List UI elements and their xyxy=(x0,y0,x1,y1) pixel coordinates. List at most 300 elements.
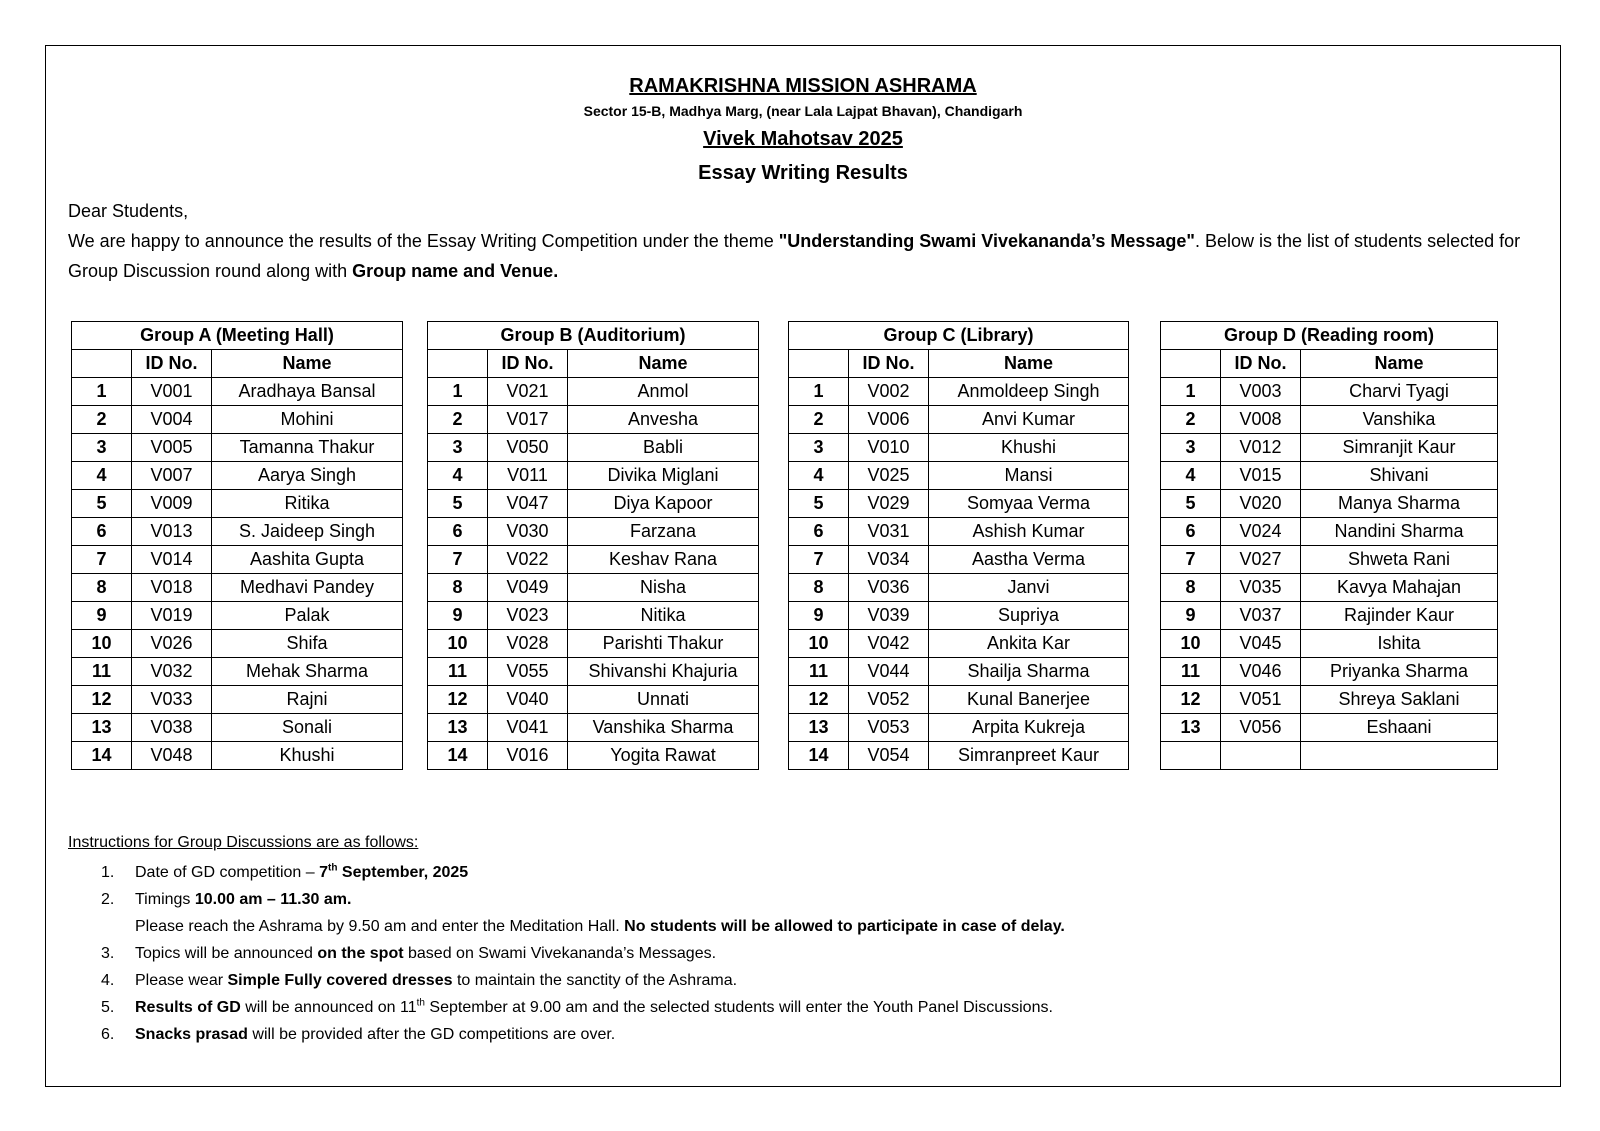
instruction-item xyxy=(68,940,1538,967)
name-cell: Divika Miglani xyxy=(568,462,759,490)
id-cell: V033 xyxy=(132,686,212,714)
serial-cell: 12 xyxy=(428,686,488,714)
instructions-title: Instructions for Group Discussions are as follows: xyxy=(68,834,419,851)
table-row xyxy=(428,490,759,518)
group-d-table xyxy=(1160,321,1498,770)
instruction-number: 2. xyxy=(101,891,115,908)
instruction-item xyxy=(68,994,1538,1021)
column-header-row xyxy=(428,350,759,378)
instruction-number: 5. xyxy=(101,999,115,1016)
name-cell: Anmol xyxy=(568,378,759,406)
id-cell: V052 xyxy=(849,686,929,714)
serial-cell: 1 xyxy=(789,378,849,406)
name-cell: Rajinder Kaur xyxy=(1301,602,1498,630)
instruction-text: Timings xyxy=(135,891,195,908)
instruction-text: Please reach the Ashrama by 9.50 am and enter the Meditation Hall. xyxy=(135,918,625,935)
table-row xyxy=(789,686,1129,714)
table-row xyxy=(789,546,1129,574)
group-title-row xyxy=(72,322,403,350)
serial-header xyxy=(789,350,849,378)
table-row xyxy=(72,546,403,574)
serial-cell: 9 xyxy=(428,602,488,630)
group-title-row xyxy=(428,322,759,350)
name-cell: Simranpreet Kaur xyxy=(929,742,1129,770)
id-cell: V018 xyxy=(132,574,212,602)
serial-cell: 14 xyxy=(72,742,132,770)
group-title: Group A (Meeting Hall) xyxy=(72,322,403,350)
serial-cell xyxy=(1161,742,1221,770)
document-subtitle: Essay Writing Results xyxy=(698,162,908,184)
id-cell: V020 xyxy=(1221,490,1301,518)
serial-cell: 10 xyxy=(428,630,488,658)
serial-cell: 2 xyxy=(428,406,488,434)
group-b-table xyxy=(427,321,759,770)
table-row xyxy=(1161,406,1498,434)
instruction-text: Please wear xyxy=(135,972,228,989)
serial-cell: 11 xyxy=(428,658,488,686)
serial-cell: 7 xyxy=(1161,546,1221,574)
table-row xyxy=(1161,490,1498,518)
table-row xyxy=(72,462,403,490)
instruction-text: September, 2025 xyxy=(337,864,469,881)
serial-cell: 6 xyxy=(1161,518,1221,546)
name-cell: Mansi xyxy=(929,462,1129,490)
name-header: Name xyxy=(929,350,1129,378)
intro-text xyxy=(68,196,1538,286)
table-row xyxy=(72,714,403,742)
table-row xyxy=(1161,434,1498,462)
id-cell: V036 xyxy=(849,574,929,602)
id-cell: V037 xyxy=(1221,602,1301,630)
table-row xyxy=(1161,602,1498,630)
id-cell: V003 xyxy=(1221,378,1301,406)
intro-text-1: We are happy to announce the results of the Essay Writing Competition under the theme xyxy=(68,231,779,251)
table-row xyxy=(1161,630,1498,658)
serial-cell: 1 xyxy=(72,378,132,406)
name-cell: Vanshika xyxy=(1301,406,1498,434)
column-header-row xyxy=(789,350,1129,378)
table-row xyxy=(1161,574,1498,602)
document-header xyxy=(46,74,1560,186)
intro-text-2: . Below is the list of students selected for Group Discussion round along with xyxy=(68,231,1521,281)
name-cell: Vanshika Sharma xyxy=(568,714,759,742)
serial-cell: 12 xyxy=(72,686,132,714)
serial-cell: 5 xyxy=(1161,490,1221,518)
serial-cell: 11 xyxy=(1161,658,1221,686)
serial-cell: 11 xyxy=(789,658,849,686)
serial-cell: 5 xyxy=(428,490,488,518)
instruction-text: 7 xyxy=(319,864,328,881)
name-cell: Simranjit Kaur xyxy=(1301,434,1498,462)
column-header-row xyxy=(72,350,403,378)
id-cell: V051 xyxy=(1221,686,1301,714)
organization-name: RAMAKRISHNA MISSION ASHRAMA xyxy=(629,75,977,97)
id-cell: V008 xyxy=(1221,406,1301,434)
serial-cell: 8 xyxy=(789,574,849,602)
id-cell: V040 xyxy=(488,686,568,714)
table-row xyxy=(428,546,759,574)
id-cell: V019 xyxy=(132,602,212,630)
name-cell: Shifa xyxy=(212,630,403,658)
name-cell: Mehak Sharma xyxy=(212,658,403,686)
instruction-text: 10.00 am – 11.30 am. xyxy=(194,891,352,908)
instruction-text: th xyxy=(328,862,338,874)
name-cell: Aastha Verma xyxy=(929,546,1129,574)
id-cell: V029 xyxy=(849,490,929,518)
name-cell: Arpita Kukreja xyxy=(929,714,1129,742)
id-cell: V032 xyxy=(132,658,212,686)
instructions-list xyxy=(68,859,1538,1048)
name-cell: Shailja Sharma xyxy=(929,658,1129,686)
serial-cell: 6 xyxy=(72,518,132,546)
instruction-number: 1. xyxy=(101,864,115,881)
name-cell: Medhavi Pandey xyxy=(212,574,403,602)
serial-cell: 13 xyxy=(789,714,849,742)
table-row xyxy=(789,742,1129,770)
group-title: Group B (Auditorium) xyxy=(428,322,759,350)
instruction-text: Snacks prasad xyxy=(135,1026,248,1043)
table-row xyxy=(72,574,403,602)
serial-cell: 8 xyxy=(72,574,132,602)
table-row xyxy=(789,630,1129,658)
name-cell: Nitika xyxy=(568,602,759,630)
serial-cell: 1 xyxy=(428,378,488,406)
instruction-text: Simple Fully covered dresses xyxy=(227,972,453,989)
id-cell: V027 xyxy=(1221,546,1301,574)
table-row xyxy=(72,406,403,434)
instruction-text: No students will be allowed to participate in case of delay. xyxy=(624,918,1065,935)
table-row xyxy=(789,462,1129,490)
serial-cell: 13 xyxy=(72,714,132,742)
serial-header xyxy=(428,350,488,378)
serial-cell: 7 xyxy=(428,546,488,574)
table-row xyxy=(789,378,1129,406)
id-cell: V053 xyxy=(849,714,929,742)
name-cell: Parishti Thakur xyxy=(568,630,759,658)
id-header: ID No. xyxy=(488,350,568,378)
name-cell: Anmoldeep Singh xyxy=(929,378,1129,406)
serial-cell: 9 xyxy=(1161,602,1221,630)
id-cell: V041 xyxy=(488,714,568,742)
table-row xyxy=(1161,686,1498,714)
serial-cell: 7 xyxy=(789,546,849,574)
id-cell: V056 xyxy=(1221,714,1301,742)
table-row xyxy=(428,518,759,546)
id-header: ID No. xyxy=(132,350,212,378)
id-cell: V042 xyxy=(849,630,929,658)
name-cell: Aashita Gupta xyxy=(212,546,403,574)
id-cell: V048 xyxy=(132,742,212,770)
group-c-table xyxy=(788,321,1129,770)
instruction-text: September at 9.00 am and the selected students will enter the Youth Panel Discussions. xyxy=(424,999,1053,1016)
serial-cell: 8 xyxy=(1161,574,1221,602)
table-row xyxy=(789,602,1129,630)
instruction-item xyxy=(68,859,1538,886)
id-cell: V005 xyxy=(132,434,212,462)
table-row xyxy=(428,406,759,434)
id-cell: V022 xyxy=(488,546,568,574)
table-row xyxy=(1161,518,1498,546)
document-frame xyxy=(45,45,1561,1087)
serial-header xyxy=(1161,350,1221,378)
id-cell: V010 xyxy=(849,434,929,462)
instruction-number: 6. xyxy=(101,1026,115,1043)
serial-cell: 3 xyxy=(72,434,132,462)
name-cell: Unnati xyxy=(568,686,759,714)
id-header: ID No. xyxy=(849,350,929,378)
serial-cell: 3 xyxy=(1161,434,1221,462)
name-header: Name xyxy=(568,350,759,378)
name-cell: Sonali xyxy=(212,714,403,742)
name-cell: Shivani xyxy=(1301,462,1498,490)
serial-cell: 4 xyxy=(72,462,132,490)
id-cell: V030 xyxy=(488,518,568,546)
table-row xyxy=(72,434,403,462)
instruction-item xyxy=(68,913,1538,940)
table-row xyxy=(72,742,403,770)
serial-cell: 14 xyxy=(428,742,488,770)
id-cell: V002 xyxy=(849,378,929,406)
serial-cell: 9 xyxy=(789,602,849,630)
id-cell: V013 xyxy=(132,518,212,546)
name-cell: Ankita Kar xyxy=(929,630,1129,658)
column-header-row xyxy=(1161,350,1498,378)
name-cell: Babli xyxy=(568,434,759,462)
instruction-text: based on Swami Vivekananda’s Messages. xyxy=(403,945,717,962)
table-row xyxy=(72,630,403,658)
group-title-row xyxy=(1161,322,1498,350)
instruction-text: will be provided after the GD competitions are over. xyxy=(247,1026,616,1043)
serial-cell: 4 xyxy=(789,462,849,490)
name-cell: Tamanna Thakur xyxy=(212,434,403,462)
id-cell: V039 xyxy=(849,602,929,630)
serial-cell: 13 xyxy=(428,714,488,742)
table-row xyxy=(428,574,759,602)
id-cell: V006 xyxy=(849,406,929,434)
serial-cell: 6 xyxy=(789,518,849,546)
serial-cell: 12 xyxy=(1161,686,1221,714)
name-cell: Ashish Kumar xyxy=(929,518,1129,546)
id-cell: V015 xyxy=(1221,462,1301,490)
id-cell: V004 xyxy=(132,406,212,434)
table-row xyxy=(789,434,1129,462)
serial-cell: 1 xyxy=(1161,378,1221,406)
serial-cell: 6 xyxy=(428,518,488,546)
organization-address: Sector 15-B, Madhya Marg, (near Lala Lajpat Bhavan), Chandigarh xyxy=(583,103,1023,119)
name-header: Name xyxy=(1301,350,1498,378)
instruction-item xyxy=(68,1021,1538,1048)
serial-cell: 11 xyxy=(72,658,132,686)
serial-cell: 10 xyxy=(1161,630,1221,658)
name-cell: Khushi xyxy=(212,742,403,770)
table-row xyxy=(428,378,759,406)
instruction-number: 3. xyxy=(101,945,115,962)
serial-cell: 3 xyxy=(789,434,849,462)
table-row xyxy=(428,602,759,630)
name-cell: Farzana xyxy=(568,518,759,546)
name-cell: Diya Kapoor xyxy=(568,490,759,518)
event-title: Vivek Mahotsav 2025 xyxy=(703,128,903,150)
table-row xyxy=(789,658,1129,686)
id-header: ID No. xyxy=(1221,350,1301,378)
id-cell: V024 xyxy=(1221,518,1301,546)
table-row xyxy=(1161,658,1498,686)
table-row xyxy=(789,714,1129,742)
serial-cell: 2 xyxy=(789,406,849,434)
id-cell: V017 xyxy=(488,406,568,434)
table-row xyxy=(789,490,1129,518)
serial-cell: 10 xyxy=(72,630,132,658)
id-cell: V023 xyxy=(488,602,568,630)
serial-cell: 8 xyxy=(428,574,488,602)
table-row xyxy=(1161,378,1498,406)
id-cell: V050 xyxy=(488,434,568,462)
id-cell: V045 xyxy=(1221,630,1301,658)
table-row xyxy=(428,462,759,490)
greeting: Dear Students, xyxy=(68,201,189,221)
name-cell: Khushi xyxy=(929,434,1129,462)
table-row xyxy=(1161,714,1498,742)
id-cell: V016 xyxy=(488,742,568,770)
intro-text-bold: Group name and Venue. xyxy=(352,261,559,281)
table-row xyxy=(1161,462,1498,490)
id-cell: V055 xyxy=(488,658,568,686)
table-row xyxy=(428,630,759,658)
name-cell xyxy=(1301,742,1498,770)
name-cell: Anvesha xyxy=(568,406,759,434)
table-row xyxy=(1161,546,1498,574)
name-cell: Eshaani xyxy=(1301,714,1498,742)
name-cell: Nandini Sharma xyxy=(1301,518,1498,546)
name-cell: Janvi xyxy=(929,574,1129,602)
table-row xyxy=(72,602,403,630)
serial-cell: 2 xyxy=(72,406,132,434)
name-cell: Shivanshi Khajuria xyxy=(568,658,759,686)
name-cell: Somyaa Verma xyxy=(929,490,1129,518)
table-row xyxy=(428,658,759,686)
serial-cell: 10 xyxy=(789,630,849,658)
table-row xyxy=(1161,742,1498,770)
name-cell: Kavya Mahajan xyxy=(1301,574,1498,602)
intro-paragraph xyxy=(68,226,1538,286)
id-cell: V025 xyxy=(849,462,929,490)
table-row xyxy=(72,686,403,714)
instruction-text: th xyxy=(416,997,425,1009)
id-cell: V047 xyxy=(488,490,568,518)
table-row xyxy=(789,406,1129,434)
name-cell: Priyanka Sharma xyxy=(1301,658,1498,686)
table-row xyxy=(428,714,759,742)
id-cell: V014 xyxy=(132,546,212,574)
name-cell: Ishita xyxy=(1301,630,1498,658)
table-row xyxy=(428,434,759,462)
table-row xyxy=(72,658,403,686)
name-cell: Nisha xyxy=(568,574,759,602)
group-title: Group C (Library) xyxy=(789,322,1129,350)
name-cell: Yogita Rawat xyxy=(568,742,759,770)
id-cell: V026 xyxy=(132,630,212,658)
serial-header xyxy=(72,350,132,378)
instruction-text: Results of GD xyxy=(135,999,241,1016)
instruction-number: 4. xyxy=(101,972,115,989)
id-cell: V021 xyxy=(488,378,568,406)
serial-cell: 4 xyxy=(428,462,488,490)
serial-cell: 5 xyxy=(789,490,849,518)
id-cell: V001 xyxy=(132,378,212,406)
id-cell: V034 xyxy=(849,546,929,574)
id-cell: V035 xyxy=(1221,574,1301,602)
name-cell: Shreya Saklani xyxy=(1301,686,1498,714)
table-row xyxy=(428,742,759,770)
name-cell: Ritika xyxy=(212,490,403,518)
instruction-text: Topics will be announced xyxy=(135,945,318,962)
group-title: Group D (Reading room) xyxy=(1161,322,1498,350)
id-cell: V007 xyxy=(132,462,212,490)
instruction-text: on the spot xyxy=(317,945,404,962)
id-cell: V011 xyxy=(488,462,568,490)
id-cell: V038 xyxy=(132,714,212,742)
name-cell: Rajni xyxy=(212,686,403,714)
id-cell: V046 xyxy=(1221,658,1301,686)
name-cell: S. Jaideep Singh xyxy=(212,518,403,546)
name-cell: Aradhaya Bansal xyxy=(212,378,403,406)
instructions-section xyxy=(68,831,1538,1048)
table-row xyxy=(72,378,403,406)
table-row xyxy=(428,686,759,714)
name-cell: Supriya xyxy=(929,602,1129,630)
serial-cell: 14 xyxy=(789,742,849,770)
name-cell: Kunal Banerjee xyxy=(929,686,1129,714)
serial-cell: 2 xyxy=(1161,406,1221,434)
serial-cell: 9 xyxy=(72,602,132,630)
name-header: Name xyxy=(212,350,403,378)
name-cell: Manya Sharma xyxy=(1301,490,1498,518)
name-cell: Keshav Rana xyxy=(568,546,759,574)
instruction-text: to maintain the sanctity of the Ashrama. xyxy=(452,972,738,989)
instruction-text: Date of GD competition – xyxy=(135,864,320,881)
id-cell: V012 xyxy=(1221,434,1301,462)
id-cell xyxy=(1221,742,1301,770)
group-tables xyxy=(46,321,1560,791)
group-title-row xyxy=(789,322,1129,350)
id-cell: V031 xyxy=(849,518,929,546)
name-cell: Palak xyxy=(212,602,403,630)
instruction-text: will be announced on 11 xyxy=(240,999,417,1016)
table-row xyxy=(789,574,1129,602)
serial-cell: 12 xyxy=(789,686,849,714)
name-cell: Mohini xyxy=(212,406,403,434)
id-cell: V054 xyxy=(849,742,929,770)
group-a-table xyxy=(71,321,403,770)
name-cell: Shweta Rani xyxy=(1301,546,1498,574)
table-row xyxy=(789,518,1129,546)
serial-cell: 4 xyxy=(1161,462,1221,490)
theme-text: "Understanding Swami Vivekananda’s Message" xyxy=(778,231,1195,251)
serial-cell: 7 xyxy=(72,546,132,574)
name-cell: Charvi Tyagi xyxy=(1301,378,1498,406)
name-cell: Aarya Singh xyxy=(212,462,403,490)
serial-cell: 13 xyxy=(1161,714,1221,742)
id-cell: V028 xyxy=(488,630,568,658)
serial-cell: 3 xyxy=(428,434,488,462)
table-row xyxy=(72,518,403,546)
table-row xyxy=(72,490,403,518)
serial-cell: 5 xyxy=(72,490,132,518)
name-cell: Anvi Kumar xyxy=(929,406,1129,434)
id-cell: V009 xyxy=(132,490,212,518)
id-cell: V049 xyxy=(488,574,568,602)
instruction-item xyxy=(68,967,1538,994)
